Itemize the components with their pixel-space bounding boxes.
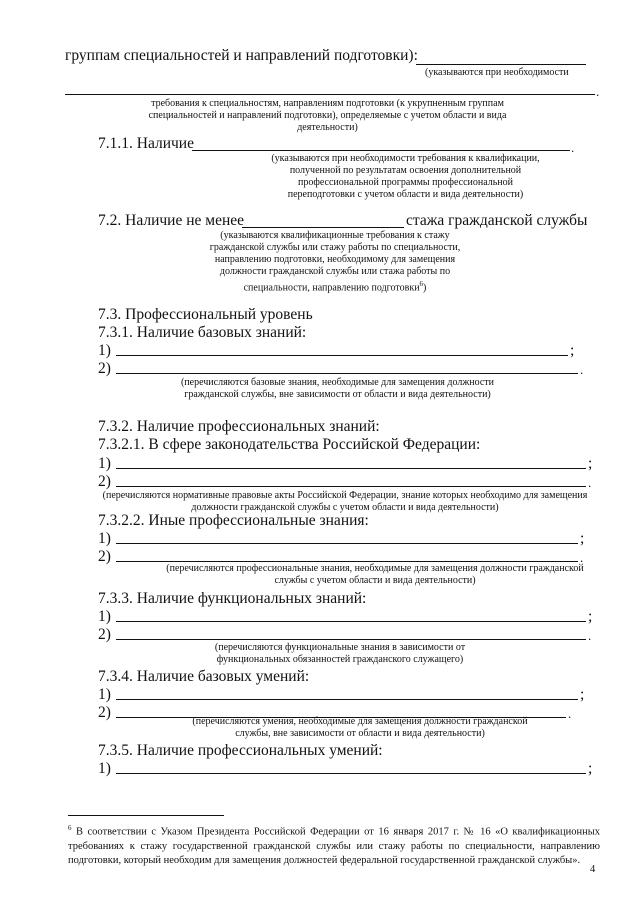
section-7-3: 7.3. Профессиональный уровень	[98, 306, 313, 323]
item-2-label: 2)	[98, 626, 111, 643]
blank-7-3-5-1	[116, 773, 586, 774]
item-1-label: 1)	[98, 342, 111, 359]
blank-7-3-2-2-2	[116, 561, 578, 562]
semicolon: ;	[588, 455, 593, 472]
note-7-2: (указываются квалификационные требования к стажу гражданской службы или стажу работы по специальности, направлению подготовки, необходимому для замещения должности гражданской службы или стажа работы по специальности, направлению подготовки$^6$)	[209, 230, 461, 294]
section-7-3-4: 7.3.4. Наличие базовых умений:	[98, 668, 310, 685]
period-7-1-1: .	[571, 140, 575, 155]
blank-7-3-3-1	[116, 621, 586, 622]
blank-7-1-1	[192, 150, 570, 151]
item-2-label: 2)	[98, 548, 111, 565]
section-7-3-5: 7.3.5. Наличие профессиональных умений:	[98, 742, 383, 759]
blank-7-2	[242, 227, 404, 228]
footnote: $^6$ В соответствии с Указом Президента Российской Федерации от 16 января 2017 г. № 16 «О квалификационных требованиях к стажу государственной гражданской службы или стажу работы по специальности, направлению подготовки, который необходим для замещения должностей федеральной государственной гражданской службы».	[68, 824, 600, 866]
section-7-3-2-2: 7.3.2.2. Иные профессиональные знания:	[98, 512, 369, 529]
section-7-2-tail: стажа гражданской службы	[406, 212, 588, 229]
period: .	[580, 362, 584, 377]
header-blank	[416, 64, 586, 65]
page-number: 4	[590, 864, 596, 875]
semicolon: ;	[588, 760, 593, 777]
blank-7-3-4-1	[116, 699, 578, 700]
note-7-3-3: (перечисляются функциональные знания в зависимости от функциональных обязанностей гражданского служащего)	[214, 642, 466, 665]
header-line: группам специальностей и направлений подготовки):	[65, 47, 418, 64]
header-note-cont: требования к специальностям, направлениям подготовки (к укрупненным группам специальностей и направлений подготовки), определяемые с учетом области и вида деятельности)	[148, 98, 507, 133]
period: .	[568, 706, 572, 721]
section-7-2: 7.2. Наличие не менее	[98, 212, 245, 229]
note-7-1-1: (указываются при необходимости требования к квалификации, полученной по результатам освоения дополнительной профессиональной программы профессиональной переподготовки с учетом области и вида деятельности)	[271, 153, 540, 200]
section-7-3-3: 7.3.3. Наличие функциональных знаний:	[98, 590, 367, 607]
blank-7-3-2-1-2	[116, 486, 586, 487]
item-1-label: 1)	[98, 530, 111, 547]
note-7-3-2-2: (перечисляются профессиональные знания, необходимые для замещения должности гражданской службы с учетом области и вида деятельности)	[166, 563, 584, 586]
blank-7-3-1-1	[116, 355, 568, 356]
header-period: .	[596, 84, 600, 99]
semicolon: ;	[570, 342, 575, 359]
blank-7-3-3-2	[116, 639, 586, 640]
header-blank-2	[65, 94, 595, 95]
item-2-label: 2)	[98, 704, 111, 721]
semicolon: ;	[580, 530, 585, 547]
note-7-3-2-1: (перечисляются нормативные правовые акты Российской Федерации, знание которых необходимо для замещения должности гражданской службы с учетом области и вида деятельности)	[102, 490, 588, 513]
item-2-label: 2)	[98, 473, 111, 490]
blank-7-3-2-1-1	[116, 468, 586, 469]
semicolon: ;	[588, 608, 593, 625]
period: .	[588, 628, 592, 643]
blank-7-3-2-2-1	[116, 543, 578, 544]
footnote-separator	[68, 815, 224, 816]
section-7-3-2-1: 7.3.2.1. В сфере законодательства Российской Федерации:	[98, 436, 481, 453]
section-7-1-1: 7.1.1. Наличие	[98, 135, 194, 152]
item-2-label: 2)	[98, 360, 111, 377]
section-7-3-1: 7.3.1. Наличие базовых знаний:	[98, 324, 307, 341]
blank-7-3-1-2	[116, 373, 578, 374]
note-7-3-1: (перечисляются базовые знания, необходимые для замещения должности гражданской службы, вне зависимости от области и вида деятельности)	[180, 377, 495, 400]
item-1-label: 1)	[98, 455, 111, 472]
note-7-3-4: (перечисляются умения, необходимые для замещения должности гражданской службы, вне зависимости от области и вида деятельности)	[192, 716, 528, 739]
item-1-label: 1)	[98, 608, 111, 625]
semicolon: ;	[580, 686, 585, 703]
header-note: (указываются при необходимости	[425, 67, 569, 78]
item-1-label: 1)	[98, 760, 111, 777]
item-1-label: 1)	[98, 686, 111, 703]
period: .	[588, 475, 592, 490]
period: .	[580, 550, 584, 565]
section-7-3-2: 7.3.2. Наличие профессиональных знаний:	[98, 418, 380, 435]
